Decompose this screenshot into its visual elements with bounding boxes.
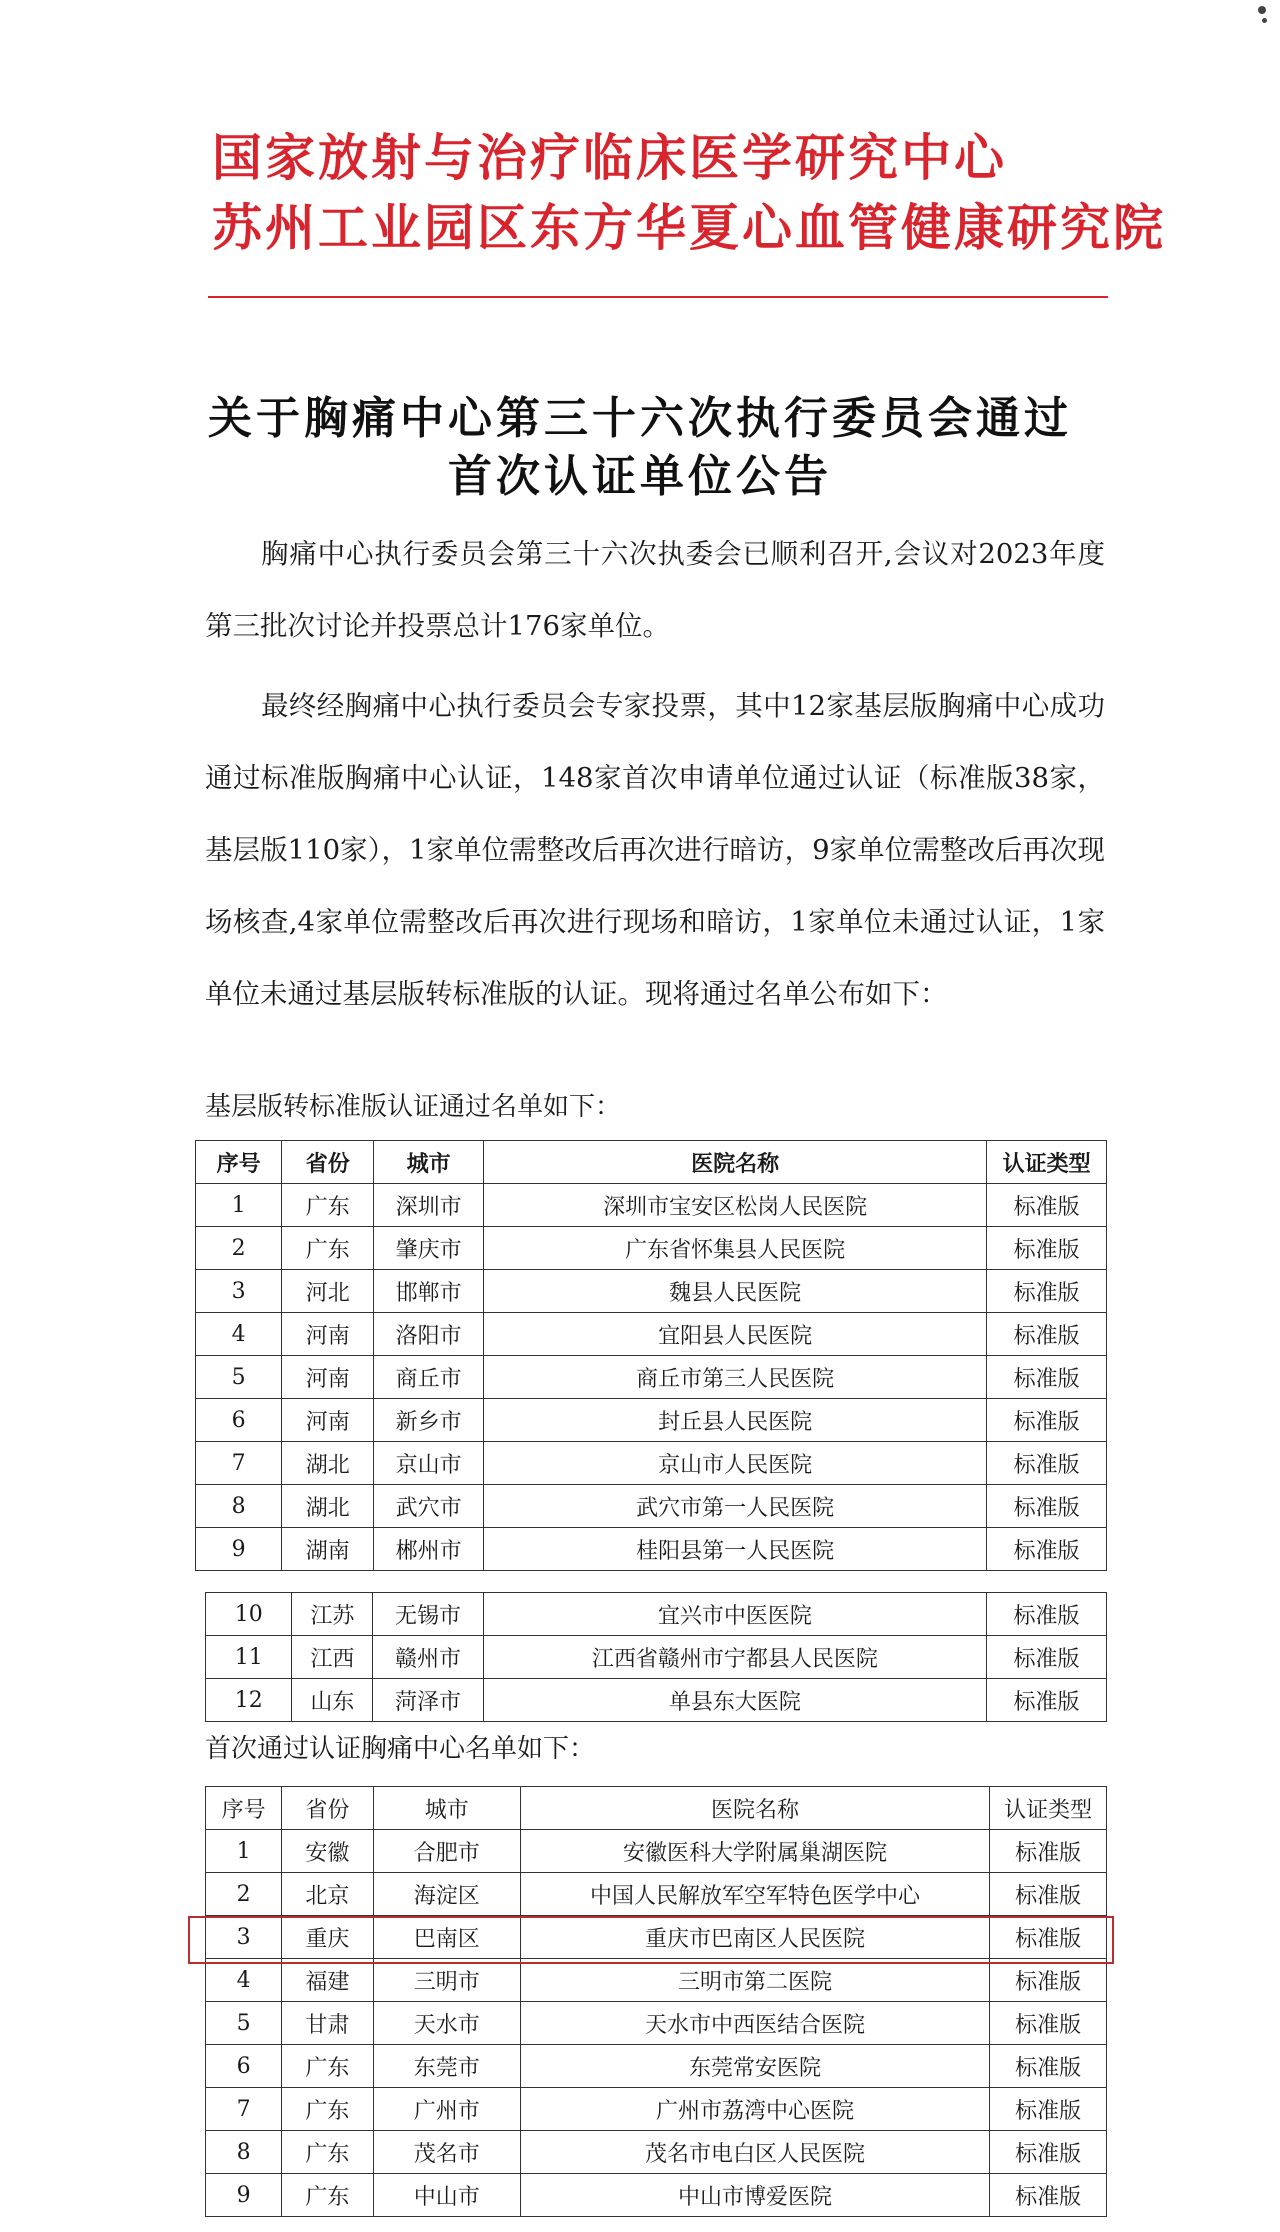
cell-province: 湖北: [282, 1442, 374, 1485]
cell-hospital: 封丘县人民医院: [484, 1399, 987, 1442]
table-row: [196, 1356, 1107, 1399]
cell-hospital: 茂名市电白区人民医院: [520, 2131, 989, 2174]
section-label-first-pass: 首次通过认证胸痛中心名单如下：: [205, 1734, 596, 1764]
cell-index: 5: [196, 1356, 282, 1399]
cell-province: 广东: [282, 2088, 373, 2131]
cell-index: 4: [206, 1959, 282, 2002]
table-row: [196, 1442, 1107, 1485]
paragraph-results: 最终经胸痛中心执行委员会专家投票，其中12家基层版胸痛中心成功通过标准版胸痛中心认证，148家首次申请单位通过认证（标准版38家，基层版110家），1家单位需整改后再次进行暗访，9家单位需整改后再次现场核查,4家单位需整改后再次进行现场和暗访，1家单位未通过认证，1家单位未通过基层版转标准版的认证。现将通过名单公布如下：: [205, 690, 1105, 1010]
cell-province: 重庆: [282, 1916, 373, 1959]
cell-hospital: 宜兴市中医医院: [483, 1593, 986, 1636]
table-header-row: [206, 1787, 1107, 1830]
cell-city: 茂名市: [373, 2131, 520, 2174]
cell-province: 广东: [282, 2174, 373, 2217]
cell-cert-type: 标准版: [987, 1227, 1107, 1270]
table-row: [206, 2088, 1107, 2131]
table-row: [196, 1313, 1107, 1356]
cell-cert-type: 标准版: [990, 1916, 1107, 1959]
cell-hospital: 广东省怀集县人民医院: [484, 1227, 987, 1270]
cell-province: 河南: [282, 1356, 374, 1399]
cell-city: 京山市: [374, 1442, 484, 1485]
cell-city: 郴州市: [374, 1528, 484, 1571]
cell-hospital: 京山市人民医院: [484, 1442, 987, 1485]
table-row: [196, 1184, 1107, 1227]
institution-name-1: 国家放射与治疗临床医学研究中心: [212, 128, 1007, 187]
scan-speck: [1258, 6, 1266, 14]
cell-index: 8: [196, 1485, 282, 1528]
cell-city: 天水市: [373, 2002, 520, 2045]
cell-city: 商丘市: [374, 1356, 484, 1399]
cell-province: 北京: [282, 1873, 373, 1916]
first-pass-table: [205, 1786, 1107, 2217]
cell-city: 新乡市: [374, 1399, 484, 1442]
cell-province: 江苏: [292, 1593, 373, 1636]
table-header-row: [196, 1141, 1107, 1184]
section-label-upgrade: 基层版转标准版认证通过名单如下：: [205, 1092, 622, 1122]
cell-index: 1: [206, 1830, 282, 1873]
table-row: [206, 1873, 1107, 1916]
cell-hospital: 中山市博爱医院: [520, 2174, 989, 2217]
header-divider: [208, 296, 1108, 298]
header-city: 城市: [373, 1787, 520, 1830]
cell-city: 海淀区: [373, 1873, 520, 1916]
cell-province: 福建: [282, 1959, 373, 2002]
cell-city: 菏泽市: [373, 1679, 483, 1722]
cell-hospital: 江西省赣州市宁都县人民医院: [483, 1636, 986, 1679]
cell-city: 合肥市: [373, 1830, 520, 1873]
cell-city: 邯郸市: [374, 1270, 484, 1313]
cell-province: 广东: [282, 2045, 373, 2088]
cell-hospital: 深圳市宝安区松岗人民医院: [484, 1184, 987, 1227]
cell-province: 广东: [282, 1184, 374, 1227]
table-row: [206, 1636, 1107, 1679]
cell-index: 5: [206, 2002, 282, 2045]
cell-province: 河北: [282, 1270, 374, 1313]
cell-index: 6: [206, 2045, 282, 2088]
cell-index: 6: [196, 1399, 282, 1442]
table-row: [206, 1830, 1107, 1873]
paragraph-intro: 胸痛中心执行委员会第三十六次执委会已顺利召开,会议对2023年度第三批次讨论并投票总计176家单位。: [205, 538, 1105, 642]
header-index: 序号: [206, 1787, 282, 1830]
table-row: [196, 1270, 1107, 1313]
cell-province: 安徽: [282, 1830, 373, 1873]
header-city: 城市: [374, 1141, 484, 1184]
cell-index: 3: [196, 1270, 282, 1313]
header-province: 省份: [282, 1141, 374, 1184]
document-title-line-1: 关于胸痛中心第三十六次执行委员会通过: [208, 393, 1072, 444]
first-pass-table-body: [206, 1830, 1107, 2217]
upgrade-table-continued: [205, 1592, 1107, 1722]
header-hospital: 医院名称: [484, 1141, 987, 1184]
cell-index: 11: [206, 1636, 292, 1679]
table-row: [196, 1227, 1107, 1270]
cell-cert-type: 标准版: [990, 2002, 1107, 2045]
cell-hospital: 三明市第二医院: [520, 1959, 989, 2002]
cell-province: 甘肃: [282, 2002, 373, 2045]
upgrade-table-body: [196, 1184, 1107, 1571]
cell-hospital: 安徽医科大学附属巢湖医院: [520, 1830, 989, 1873]
upgrade-table: [195, 1140, 1107, 1571]
cell-cert-type: 标准版: [990, 1959, 1107, 2002]
cell-index: 9: [196, 1528, 282, 1571]
table-row: [196, 1528, 1107, 1571]
cell-province: 广东: [282, 2131, 373, 2174]
cell-cert-type: 标准版: [987, 1356, 1107, 1399]
cell-city: 中山市: [373, 2174, 520, 2217]
cell-index: 12: [206, 1679, 292, 1722]
cell-index: 9: [206, 2174, 282, 2217]
cell-hospital: 魏县人民医院: [484, 1270, 987, 1313]
cell-city: 东莞市: [373, 2045, 520, 2088]
cell-hospital: 重庆市巴南区人民医院: [520, 1916, 989, 1959]
scan-speck: [1262, 18, 1267, 23]
cell-hospital: 武穴市第一人民医院: [484, 1485, 987, 1528]
cell-province: 广东: [282, 1227, 374, 1270]
cell-hospital: 商丘市第三人民医院: [484, 1356, 987, 1399]
cell-city: 赣州市: [373, 1636, 483, 1679]
cell-hospital: 东莞常安医院: [520, 2045, 989, 2088]
header-index: 序号: [196, 1141, 282, 1184]
cell-city: 广州市: [373, 2088, 520, 2131]
table-row: [206, 1679, 1107, 1722]
cell-index: 7: [196, 1442, 282, 1485]
cell-index: 2: [206, 1873, 282, 1916]
cell-cert-type: 标准版: [990, 1830, 1107, 1873]
cell-cert-type: 标准版: [987, 1442, 1107, 1485]
cell-city: 无锡市: [373, 1593, 483, 1636]
cell-city: 洛阳市: [374, 1313, 484, 1356]
header-province: 省份: [282, 1787, 373, 1830]
table-row: [206, 1959, 1107, 2002]
cell-province: 河南: [282, 1399, 374, 1442]
table-row: [206, 2174, 1107, 2217]
cell-province: 湖南: [282, 1528, 374, 1571]
cell-city: 肇庆市: [374, 1227, 484, 1270]
cell-cert-type: 标准版: [987, 1593, 1107, 1636]
header-hospital: 医院名称: [520, 1787, 989, 1830]
cell-cert-type: 标准版: [990, 2131, 1107, 2174]
upgrade-table-continued-body: [206, 1593, 1107, 1722]
cell-hospital: 广州市荔湾中心医院: [520, 2088, 989, 2131]
cell-index: 7: [206, 2088, 282, 2131]
cell-index: 3: [206, 1916, 282, 1959]
cell-cert-type: 标准版: [987, 1485, 1107, 1528]
cell-hospital: 天水市中西医结合医院: [520, 2002, 989, 2045]
cell-city: 巴南区: [373, 1916, 520, 1959]
cell-index: 1: [196, 1184, 282, 1227]
cell-city: 三明市: [373, 1959, 520, 2002]
table-row: [196, 1485, 1107, 1528]
cell-index: 10: [206, 1593, 292, 1636]
table-row: [206, 2045, 1107, 2088]
table-row: [206, 2131, 1107, 2174]
cell-hospital: 桂阳县第一人民医院: [484, 1528, 987, 1571]
cell-city: 武穴市: [374, 1485, 484, 1528]
table-row: [206, 1916, 1107, 1959]
cell-index: 2: [196, 1227, 282, 1270]
cell-hospital: 中国人民解放军空军特色医学中心: [520, 1873, 989, 1916]
cell-cert-type: 标准版: [990, 1873, 1107, 1916]
cell-province: 河南: [282, 1313, 374, 1356]
cell-hospital: 单县东大医院: [483, 1679, 986, 1722]
cell-city: 深圳市: [374, 1184, 484, 1227]
cell-cert-type: 标准版: [987, 1679, 1107, 1722]
cell-cert-type: 标准版: [987, 1399, 1107, 1442]
cell-cert-type: 标准版: [987, 1636, 1107, 1679]
table-row: [206, 2002, 1107, 2045]
cell-cert-type: 标准版: [990, 2088, 1107, 2131]
cell-province: 江西: [292, 1636, 373, 1679]
cell-index: 4: [196, 1313, 282, 1356]
table-row: [206, 1593, 1107, 1636]
header-cert-type: 认证类型: [990, 1787, 1107, 1830]
cell-index: 8: [206, 2131, 282, 2174]
document-title-line-2: 首次认证单位公告: [448, 451, 832, 502]
cell-cert-type: 标准版: [987, 1270, 1107, 1313]
cell-cert-type: 标准版: [987, 1184, 1107, 1227]
cell-province: 湖北: [282, 1485, 374, 1528]
cell-hospital: 宜阳县人民医院: [484, 1313, 987, 1356]
cell-cert-type: 标准版: [990, 2174, 1107, 2217]
institution-name-2: 苏州工业园区东方华夏心血管健康研究院: [212, 198, 1166, 257]
cell-province: 山东: [292, 1679, 373, 1722]
cell-cert-type: 标准版: [987, 1313, 1107, 1356]
header-cert-type: 认证类型: [987, 1141, 1107, 1184]
table-row: [196, 1399, 1107, 1442]
cell-cert-type: 标准版: [987, 1528, 1107, 1571]
cell-cert-type: 标准版: [990, 2045, 1107, 2088]
